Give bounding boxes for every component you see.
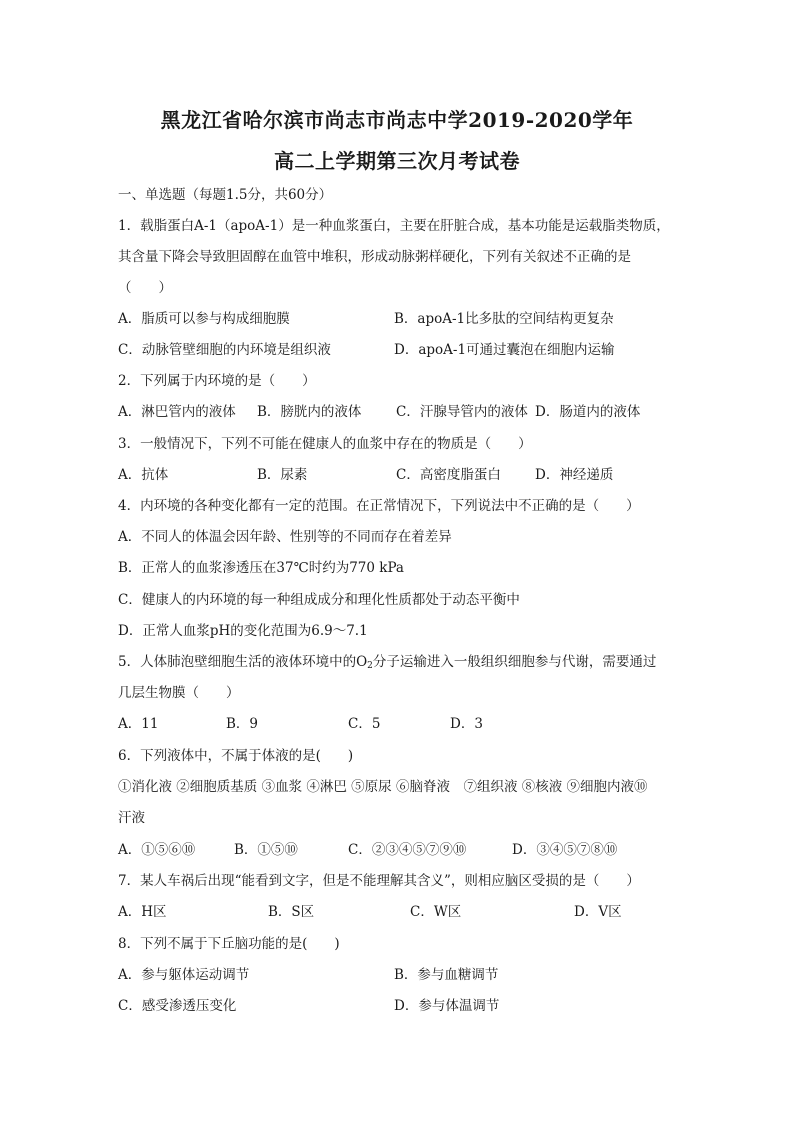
- q5-option-d: D．3: [450, 716, 483, 732]
- q6-list-line1: ①消化液 ②细胞质基质 ③血浆 ④淋巴 ⑤原尿 ⑥脑脊液 ⑦组织液 ⑧核液 ⑨细胞内液⑩: [118, 779, 648, 795]
- section-heading: 一、单选题（每题1.5分，共60分）: [118, 187, 333, 203]
- q5-option-b: B．9: [226, 716, 259, 732]
- q2-option-b: B．膀胱内的液体: [257, 404, 362, 420]
- q8-option-b: B．参与血糖调节: [394, 967, 499, 983]
- q6-option-c: C．②③④⑤⑦⑨⑩: [348, 842, 467, 858]
- q2-option-a: A．淋巴管内的液体: [118, 404, 236, 420]
- q1-option-b: B．apoA-1比多肽的空间结构更复杂: [394, 311, 614, 327]
- q6-stem: 6．下列液体中，不属于体液的是( ): [118, 748, 354, 764]
- q4-stem: 4．内环境的各种变化都有一定的范围。在正常情况下，下列说法中不正确的是（ ）: [118, 498, 640, 514]
- q5-subscript: 2: [367, 661, 373, 671]
- q6-list-line2: 汗液: [118, 810, 145, 826]
- q4-option-b: B．正常人的血浆渗透压在37℃时约为770 kPa: [118, 560, 404, 576]
- q3-option-c: C．高密度脂蛋白: [396, 467, 501, 483]
- q7-stem: 7．某人车祸后出现“能看到文字，但是不能理解其含义”，则相应脑区受损的是（ ）: [118, 873, 640, 889]
- q3-option-b: B．尿素: [257, 467, 308, 483]
- q3-option-d: D．神经递质: [535, 467, 614, 483]
- q2-option-c: C．汗腺导管内的液体: [396, 404, 528, 420]
- q8-option-d: D．参与体温调节: [394, 998, 500, 1014]
- q3-option-a: A．抗体: [118, 467, 169, 483]
- q4-option-a: A．不同人的体温会因年龄、性别等的不同而存在着差异: [118, 529, 452, 545]
- q1-stem-line1: 1．载脂蛋白A-1（apoA-1）是一种血浆蛋白，主要在肝脏合成，基本功能是运载脂类物质，: [118, 218, 670, 234]
- q5-stem-line1: [118, 653, 656, 671]
- exam-title-line2: 高二上学期第三次月考试卷: [274, 149, 520, 173]
- q7-option-d: D．V区: [574, 904, 622, 920]
- q7-option-a: A．H区: [118, 904, 167, 920]
- q7-option-b: B．S区: [268, 904, 315, 920]
- q1-option-d: D．apoA-1可通过囊泡在细胞内运输: [394, 342, 615, 358]
- q8-option-a: A．参与躯体运动调节: [118, 967, 250, 983]
- q2-option-d: D．肠道内的液体: [535, 404, 641, 420]
- q6-option-a: A．①⑤⑥⑩: [118, 842, 196, 858]
- q4-option-d: D．正常人血浆pH的变化范围为6.9～7.1: [118, 623, 368, 639]
- q1-stem-line3: （ ）: [118, 280, 172, 296]
- q3-stem: 3．一般情况下，下列不可能在健康人的血浆中存在的物质是（ ）: [118, 436, 532, 452]
- q6-option-b: B．①⑤⑩: [234, 842, 298, 858]
- q4-option-c: C．健康人的内环境的每一种组成成分和理化性质都处于动态平衡中: [118, 592, 520, 608]
- q5-stem-part1: 5．人体肺泡壁细胞生活的液体环境中的O: [118, 654, 368, 670]
- exam-title-line1: 黑龙江省哈尔滨市尚志市尚志中学2019-2020学年: [160, 108, 634, 132]
- q1-option-a: A．脂质可以参与构成细胞膜: [118, 311, 290, 327]
- q1-stem-line2: 其含量下降会导致胆固醇在血管中堆积，形成动脉粥样硬化，下列有关叙述不正确的是: [118, 249, 631, 265]
- q8-stem: 8．下列不属于下丘脑功能的是( ): [118, 936, 340, 952]
- q7-option-c: C．W区: [410, 904, 462, 920]
- q5-stem-part2: 分子运输进入一般组织细胞参与代谢，需要通过: [372, 654, 657, 670]
- q5-option-c: C．5: [348, 716, 381, 732]
- q8-option-c: C．感受渗透压变化: [118, 998, 237, 1014]
- q5-option-a: A．11: [118, 716, 159, 732]
- q6-option-d: D．③④⑤⑦⑧⑩: [512, 842, 618, 858]
- q2-stem: 2．下列属于内环境的是（ ）: [118, 373, 316, 389]
- q5-stem-line2: 几层生物膜（ ）: [118, 685, 240, 701]
- q1-option-c: C．动脉管壁细胞的内环境是组织液: [118, 342, 331, 358]
